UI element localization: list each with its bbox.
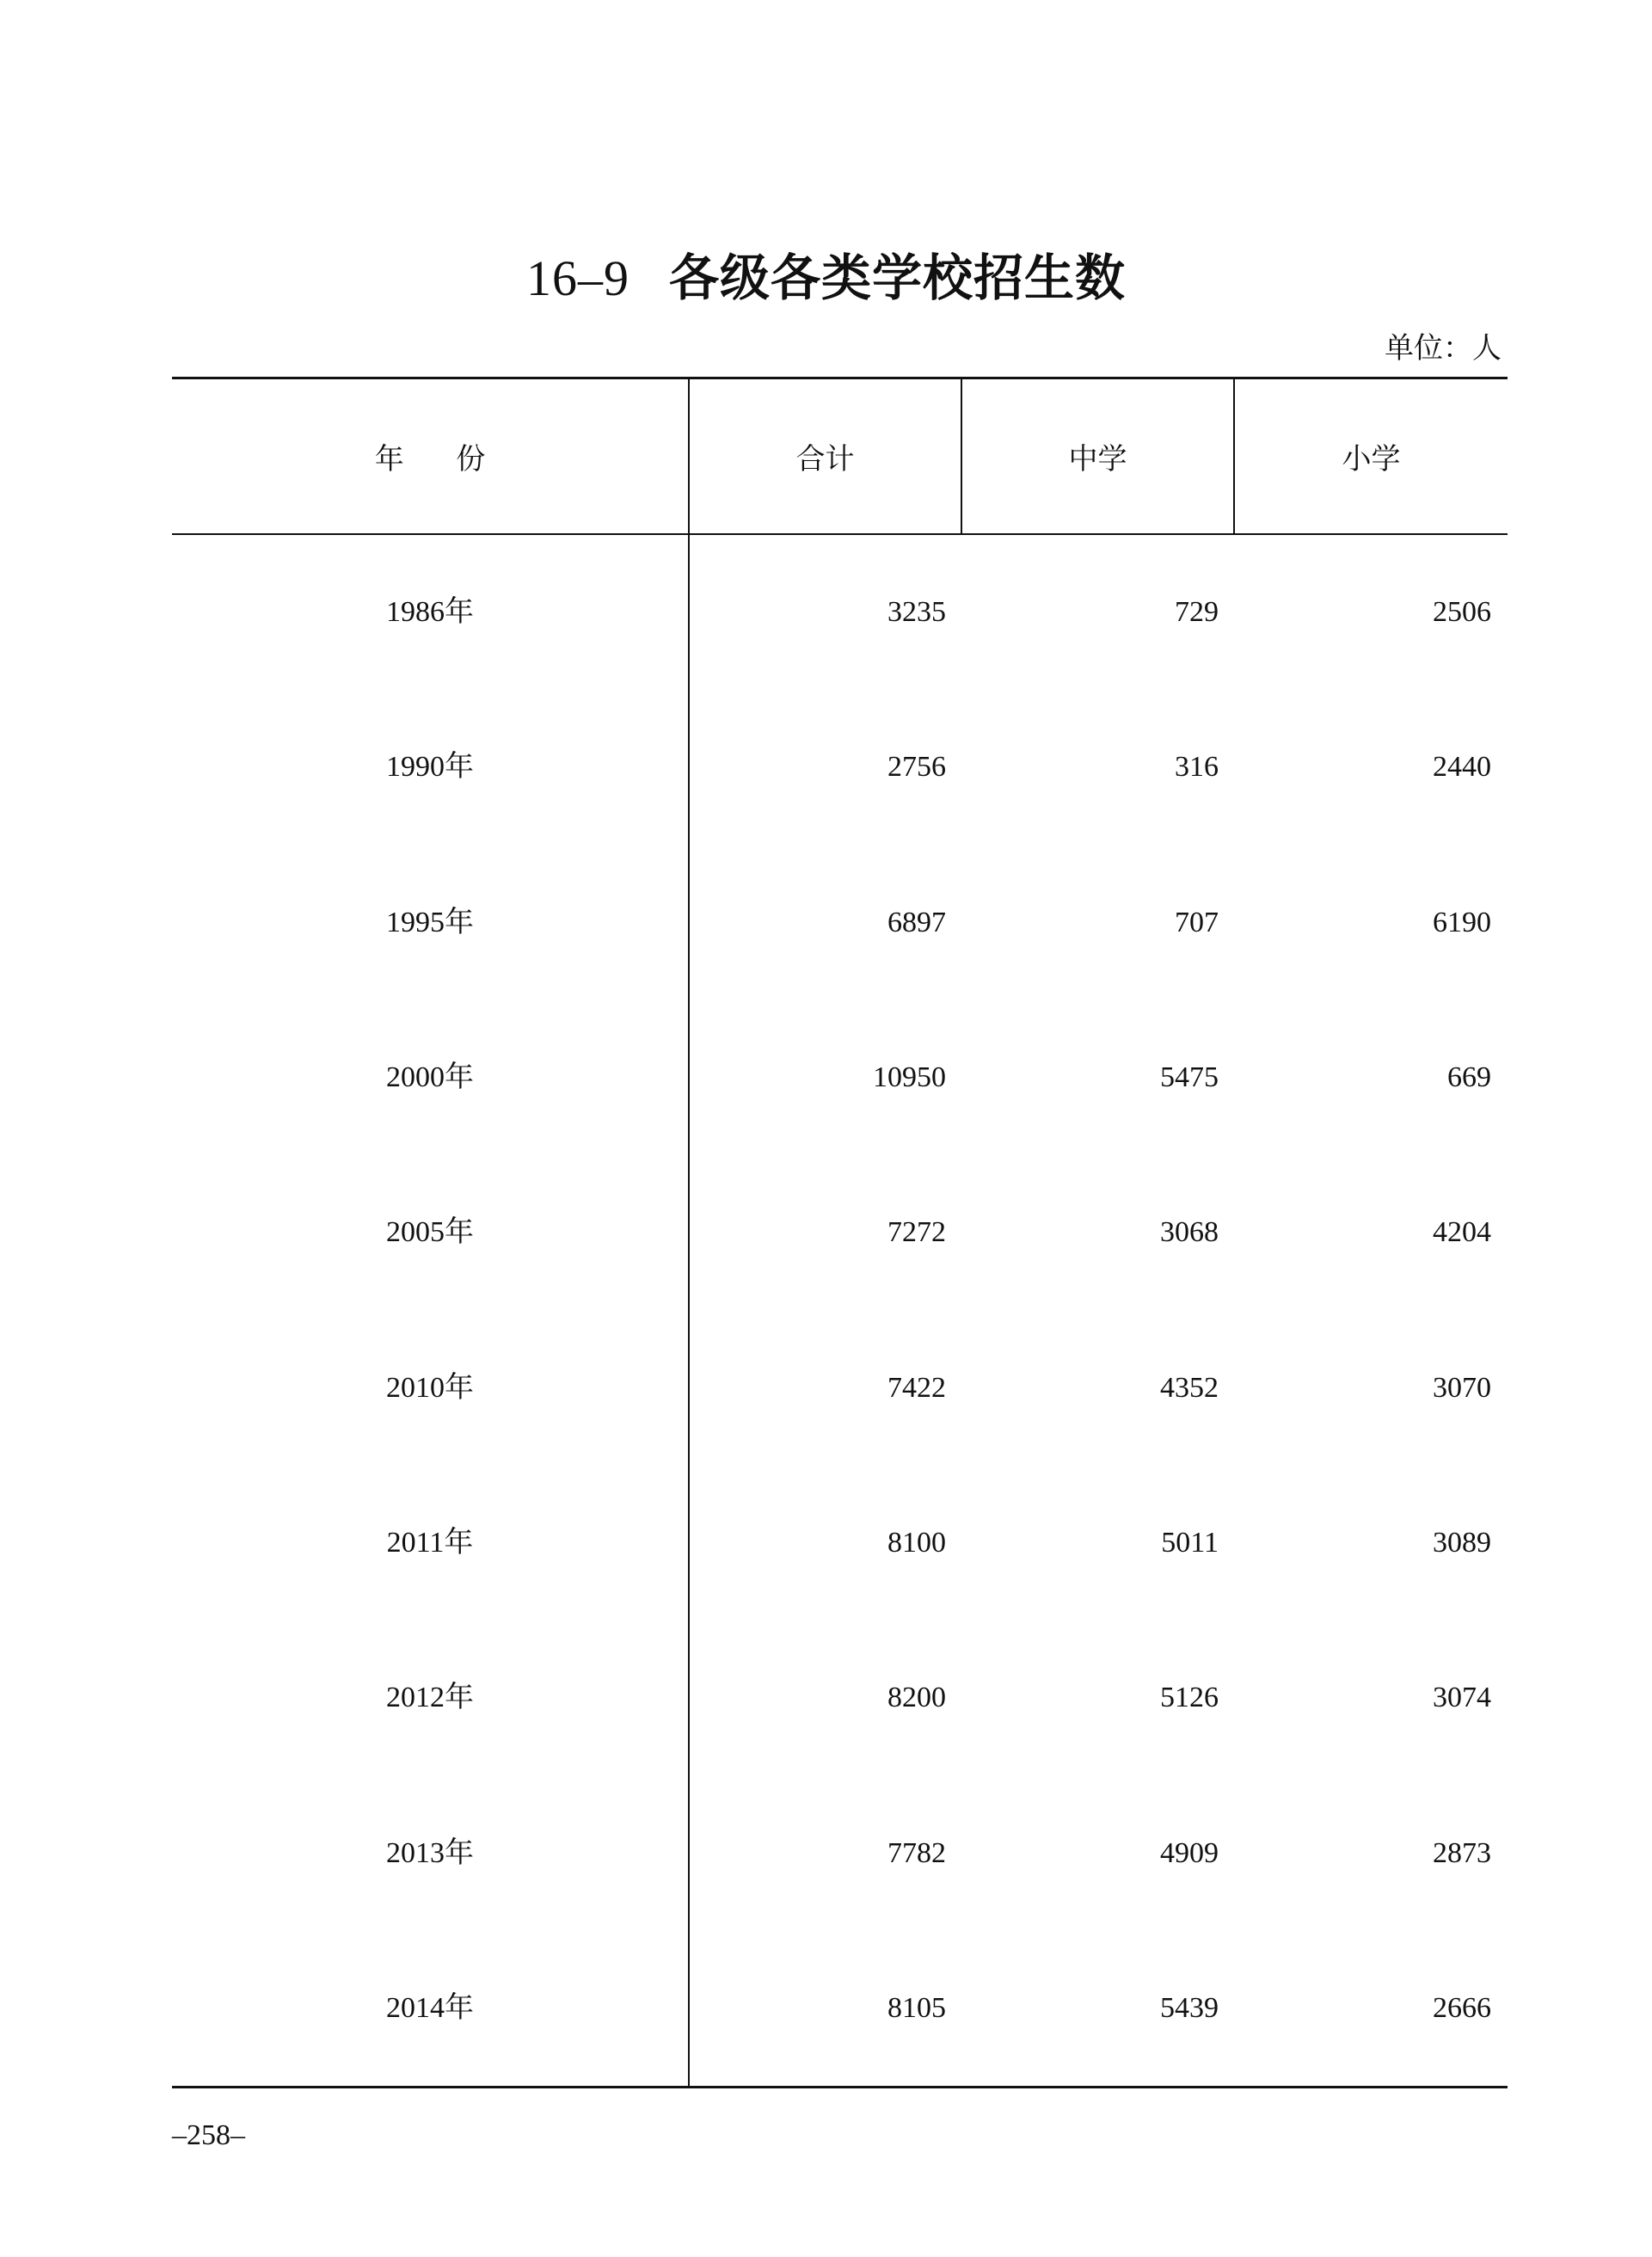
cell-primary-school: 2666 — [1433, 1991, 1491, 2024]
table-number: 16–9 — [525, 250, 629, 306]
page-title — [0, 248, 1652, 310]
table-row — [172, 1775, 1508, 1930]
table-row — [172, 1155, 1508, 1310]
page-number: –258– — [172, 2119, 245, 2151]
cell-total: 10950 — [873, 1061, 946, 1094]
cell-primary-school: 6190 — [1433, 906, 1491, 938]
header-middle-school: 中学 — [1068, 444, 1127, 476]
table-row — [172, 535, 1508, 690]
table-row — [172, 1310, 1508, 1465]
unit-label: 单位：人 — [1385, 333, 1502, 365]
cell-middle-school: 707 — [1175, 906, 1219, 938]
cell-year: 2005年 — [386, 1216, 474, 1249]
cell-total: 2756 — [887, 751, 946, 784]
cell-middle-school: 5011 — [1161, 1526, 1219, 1559]
cell-middle-school: 729 — [1175, 596, 1219, 629]
cell-primary-school: 2873 — [1433, 1836, 1491, 1869]
cell-middle-school: 4352 — [1160, 1371, 1219, 1404]
table-row — [172, 1620, 1508, 1775]
cell-primary-school: 2506 — [1433, 596, 1491, 629]
cell-middle-school: 5439 — [1160, 1991, 1219, 2024]
cell-middle-school: 4909 — [1160, 1836, 1219, 1869]
cell-total: 7272 — [887, 1216, 946, 1249]
cell-middle-school: 316 — [1175, 751, 1219, 784]
table-row — [172, 846, 1508, 1000]
cell-primary-school: 3070 — [1433, 1371, 1491, 1404]
cell-year: 2011年 — [386, 1526, 474, 1559]
table-body — [172, 535, 1508, 2086]
cell-middle-school: 5475 — [1160, 1061, 1219, 1094]
header-primary-school: 小学 — [1342, 444, 1401, 476]
cell-year: 1990年 — [386, 751, 474, 784]
cell-primary-school: 669 — [1447, 1061, 1491, 1094]
cell-total: 3235 — [887, 596, 946, 629]
cell-primary-school: 3089 — [1433, 1526, 1491, 1559]
cell-total: 7422 — [887, 1371, 946, 1404]
header-total: 合计 — [795, 444, 855, 476]
table-row — [172, 1931, 1508, 2086]
cell-middle-school: 3068 — [1160, 1216, 1219, 1249]
cell-middle-school: 5126 — [1160, 1682, 1219, 1714]
cell-total: 8100 — [887, 1526, 946, 1559]
cell-total: 6897 — [887, 906, 946, 938]
cell-total: 8200 — [887, 1682, 946, 1714]
cell-year: 1986年 — [386, 596, 474, 629]
cell-primary-school: 4204 — [1433, 1216, 1491, 1249]
cell-primary-school: 3074 — [1433, 1682, 1491, 1714]
table-title: 各级各类学校招生数 — [668, 250, 1126, 306]
table-row — [172, 1000, 1508, 1155]
cell-year: 1995年 — [386, 906, 474, 938]
cell-year: 2014年 — [386, 1991, 474, 2024]
table-bottom-rule — [172, 2086, 1508, 2088]
cell-primary-school: 2440 — [1433, 751, 1491, 784]
header-year: 年 份 — [374, 444, 508, 476]
cell-year: 2013年 — [386, 1836, 474, 1869]
cell-total: 8105 — [887, 1991, 946, 2024]
cell-total: 7782 — [887, 1836, 946, 1869]
cell-year: 2012年 — [386, 1682, 474, 1714]
table-row — [172, 690, 1508, 845]
table-row — [172, 1466, 1508, 1620]
cell-year: 2010年 — [386, 1371, 474, 1404]
cell-year: 2000年 — [386, 1061, 474, 1094]
